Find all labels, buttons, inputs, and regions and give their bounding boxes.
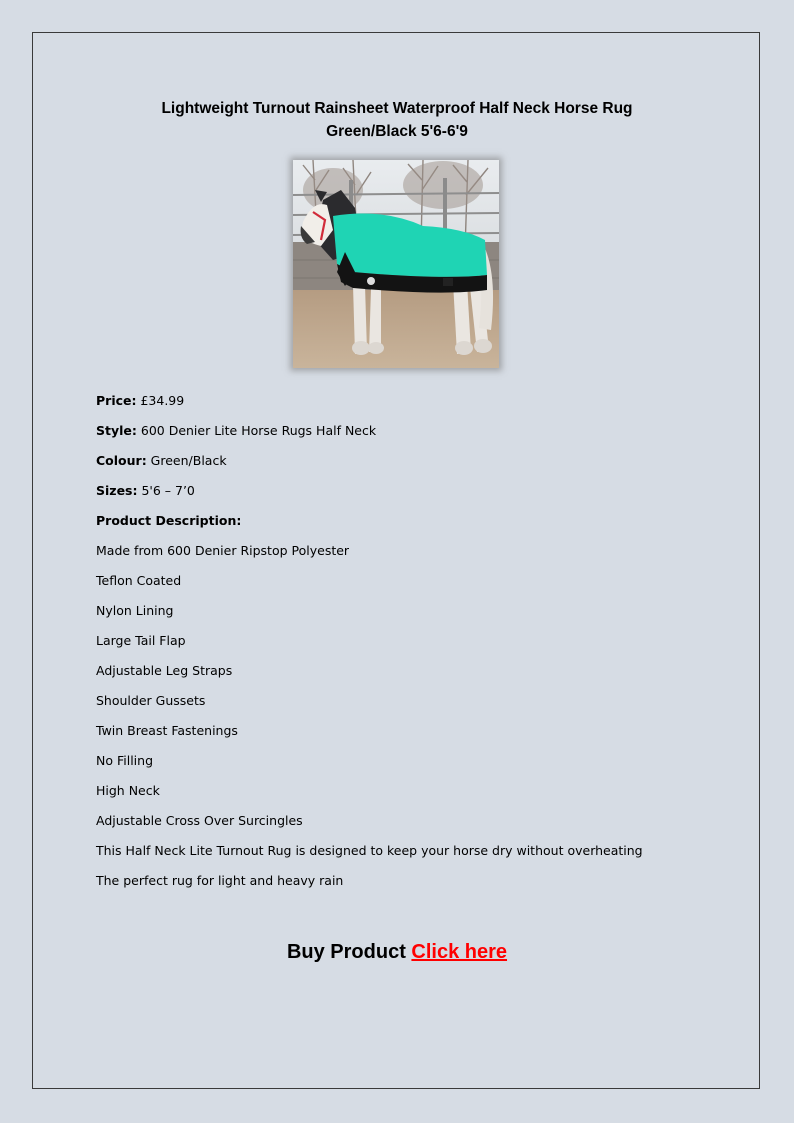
price-label: Price: (96, 393, 137, 408)
feature-item: Nylon Lining (96, 603, 174, 618)
title-line-1: Lightweight Turnout Rainsheet Waterproof Half Neck Horse Rug (161, 100, 633, 117)
feature-item: Shoulder Gussets (96, 693, 206, 708)
feature-item: Large Tail Flap (96, 633, 186, 648)
colour-label: Colour: (96, 453, 147, 468)
price-row (96, 391, 736, 421)
feature-item: Teflon Coated (96, 573, 182, 588)
sizes-value: 5'6 – 7’0 (137, 483, 195, 498)
feature-item: The perfect rug for light and heavy rain (96, 873, 344, 888)
style-value: 600 Denier Lite Horse Rugs Half Neck (136, 423, 377, 438)
colour-row (96, 451, 736, 481)
title-line-2: Green/Black 5'6-6'9 (326, 123, 468, 140)
sizes-row (96, 481, 736, 511)
product-details (96, 391, 736, 901)
feature-item: No Filling (96, 753, 154, 768)
price-value: £34.99 (136, 393, 185, 408)
document-title (0, 97, 794, 143)
feature-item: Made from 600 Denier Ripstop Polyester (96, 543, 350, 558)
sizes-label: Sizes: (96, 483, 138, 498)
style-row (96, 421, 736, 451)
feature-item: Adjustable Leg Straps (96, 663, 233, 678)
style-label: Style: (96, 423, 137, 438)
feature-item: Twin Breast Fastenings (96, 723, 238, 738)
colour-value: Green/Black (146, 453, 227, 468)
click-here-link[interactable]: Click here (411, 941, 508, 963)
description-heading: Product Description: (96, 513, 242, 528)
buy-product-line (0, 941, 794, 964)
description-heading-row (96, 511, 736, 541)
feature-item: Adjustable Cross Over Surcingles (96, 813, 303, 828)
feature-item: This Half Neck Lite Turnout Rug is designed to keep your horse dry without overheating (96, 843, 643, 858)
feature-item: High Neck (96, 783, 160, 798)
buy-product-label: Buy Product (286, 941, 412, 963)
product-image (293, 160, 499, 368)
